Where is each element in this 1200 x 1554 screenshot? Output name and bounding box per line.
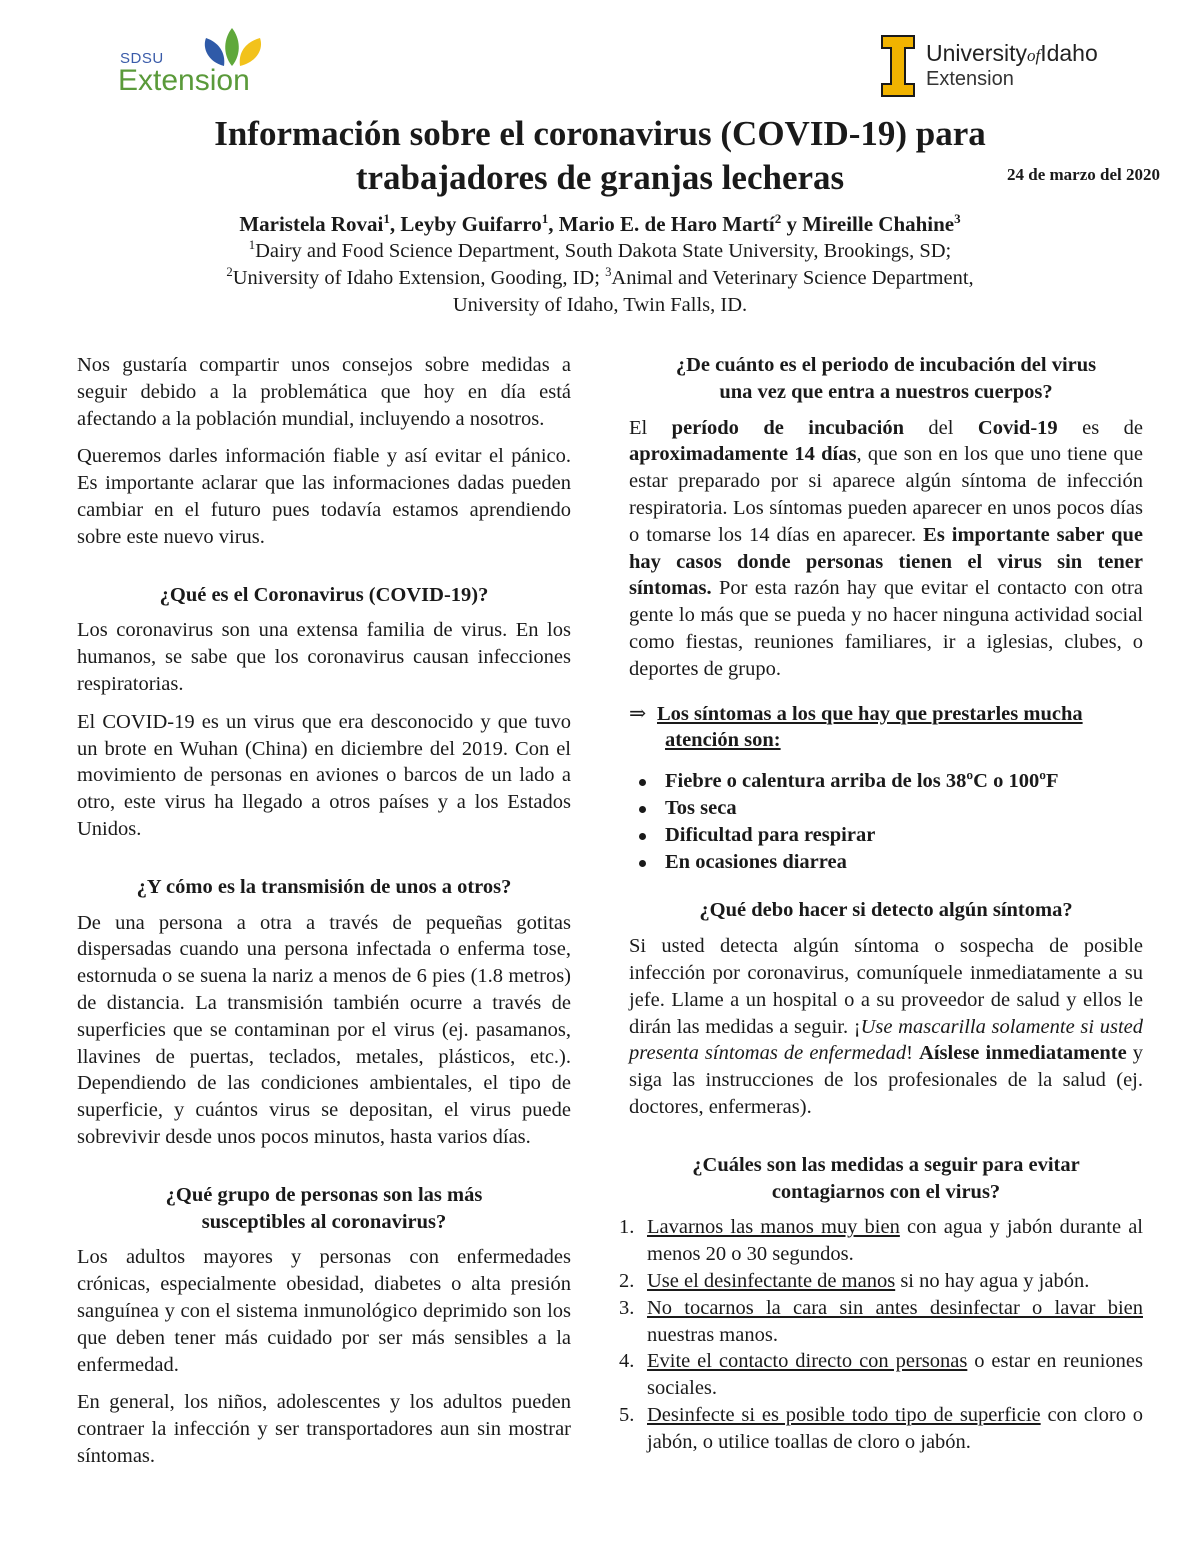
section-heading-what-to-do: ¿Qué debo hacer si detecto algún síntoma? [699,899,1073,922]
affiliations: $^1$Dairy and Food Science Department, South Dakota State University, Brookings, SD; $^2$University of Idaho Extension, Gooding, ID; $^3$Animal and Veterinary Science Department, University of Idaho, Twin Falls, ID. [226,238,974,316]
bullet-icon [639,806,646,813]
bullet-icon [639,779,646,786]
left-column [77,352,571,1481]
list-item: 5. Desinfecte si es posible todo tipo de superficie con cloro o jabón, o utilice toallas de cloro o jabón. [619,1403,1143,1453]
list-item: 1. Lavarnos las manos muy bien con agua y jabón durante al menos 20 o 30 segundos. [619,1216,1143,1266]
page-title: Información sobre el coronavirus (COVID-19) para trabajadores de granjas lecheras [214,114,986,197]
symptoms-list [629,768,1143,875]
right-column [619,352,1144,1455]
section-heading-measures: ¿Cuáles son las medidas a seguir para evitar contagiarnos con el virus? [692,1153,1080,1203]
paragraph-incubation: El período de incubación del Covid-19 es de aproximadamente 14 días, que son en los que uno tiene que estar preparado por si aparece algún síntoma de infección respiratoria. Los síntomas pueden aparecer en unos pocos días o tomarse los 14 días en aparecer. Es importante saber que hay casos donde personas tienen el virus sin tener síntomas. Por esta razón hay que evitar el contacto con otra gente lo más que se pueda y no hacer ninguna actividad social como fiestas, reuniones familiares, ir a iglesias, clubes, o deportes de grupo. [629,416,1143,680]
paragraph-transmission: De una persona a otra a través de pequeñas gotitas dispersadas cuando una persona infectada o enferma tose, estornuda o se suena la nariz a menos de 6 pies (1.8 metros) de distancia. La transmisión también ocurre a través de superficies que se contaminan por el virus (ej. pasamanos, llavines de puertas, teclados, metales, plásticos, etc.). Dependiendo de las condiciones ambientales, el tipo de superficie, y cuántos virus se depositan, el virus puede sobrevivir desde unos pocos minutos, hasta varios días. [77,911,571,1148]
uidaho-i-icon [880,34,916,98]
list-item: 3. No tocarnos la cara sin antes desinfectar o lavar bien nuestras manos. [619,1296,1143,1346]
arrow-icon: ⇒ [629,702,647,725]
paragraph-covid-origin: El COVID-19 es un virus que era desconocido y que tuvo un brote en Wuhan (China) en diciembre del 2019. Con el movimiento de personas en aviones o barcos de un lado a otro, este virus ha llegado a otros países y a los Estados Unidos. [77,710,571,840]
list-item: 2. Use el desinfectante de manos si no hay agua y jabón. [619,1269,1090,1292]
paragraph-coronavirus-family: Los coronavirus son una extensa familia de virus. En los humanos, se sabe que los coronavirus causan infecciones respiratorias. [77,619,571,695]
paragraph-what-to-do: Si usted detecta algún síntoma o sospecha de posible infección por coronavirus, comuníquele inmediatamente a su jefe. Llame a un hospital o a su proveedor de salud y ellos le dirán las medidas a seguir. ¡Use mascarilla solamente si usted presenta síntomas de enfermedad! Aíslese inmediatamente y siga las instrucciones de los profesionales de la salud (ej. doctores, enfermeras). [629,935,1144,1118]
list-item: Tos seca [629,795,1143,822]
sdsu-leaf-icon [202,28,264,68]
paragraph-carriers: En general, los niños, adolescentes y los adultos pueden contraer la infección y ser transportadores aun sin mostrar síntomas. [77,1391,571,1467]
list-item: Fiebre o calentura arriba de los 38ºC o 100ºF [629,768,1143,795]
bullet-icon [639,860,646,867]
symptoms-heading: ⇒ Los síntomas a los que hay que prestarles mucha atención son: [629,702,1083,752]
sdsu-extension-logo [118,28,268,98]
sdsu-label: SDSU [120,50,164,67]
section-heading-what-is: ¿Qué es el Coronavirus (COVID-19)? [159,583,489,606]
intro-paragraph: Nos gustaría compartir unos consejos sobre medidas a seguir debido a la problemática que hoy en día está afectando a la población mundial, incluyendo a nosotros. [77,354,571,430]
paragraph-risk-groups: Los adultos mayores y personas con enfermedades crónicas, especialmente obesidad, diabetes o alta presión sanguínea y con el sistema inmunológico deprimido son los que deben tener más cuidado por ser más sensibles a la enfermedad. [77,1246,571,1376]
intro-paragraph-2: Queremos darles información fiable y así evitar el pánico. Es importante aclarar que las informaciones dadas pueden cambiar en el futuro pues todavía estamos aprendiendo sobre este nuevo virus. [77,445,571,548]
authors-line: Maristela Rovai$^1$, Leyby Guifarro$^1$, Mario E. de Haro Martí$^2$ y Mireille Chahine$^3$ [239,211,961,236]
extension-label: Extension [118,64,250,97]
publication-date: 24 de marzo del 2020 [1007,165,1160,184]
uidaho-extension-logo [880,34,1130,100]
bullet-icon [639,833,646,840]
section-heading-susceptible: ¿Qué grupo de personas son las más susceptibles al coronavirus? [165,1183,483,1233]
measures-list [619,1214,1143,1455]
uidaho-sub: Extension [926,68,1014,90]
list-item: 4. Evite el contacto directo con personas o estar en reuniones sociales. [619,1350,1143,1400]
list-item: Dificultad para respirar [629,822,1143,849]
uidaho-name: UniversityofIdaho [926,40,1098,66]
section-heading-transmission: ¿Y cómo es la transmisión de unos a otros? [136,875,512,898]
section-heading-incubation: ¿De cuánto es el periodo de incubación del virus una vez que entra a nuestros cuerpos? [675,354,1097,403]
list-item: En ocasiones diarrea [629,849,1143,876]
